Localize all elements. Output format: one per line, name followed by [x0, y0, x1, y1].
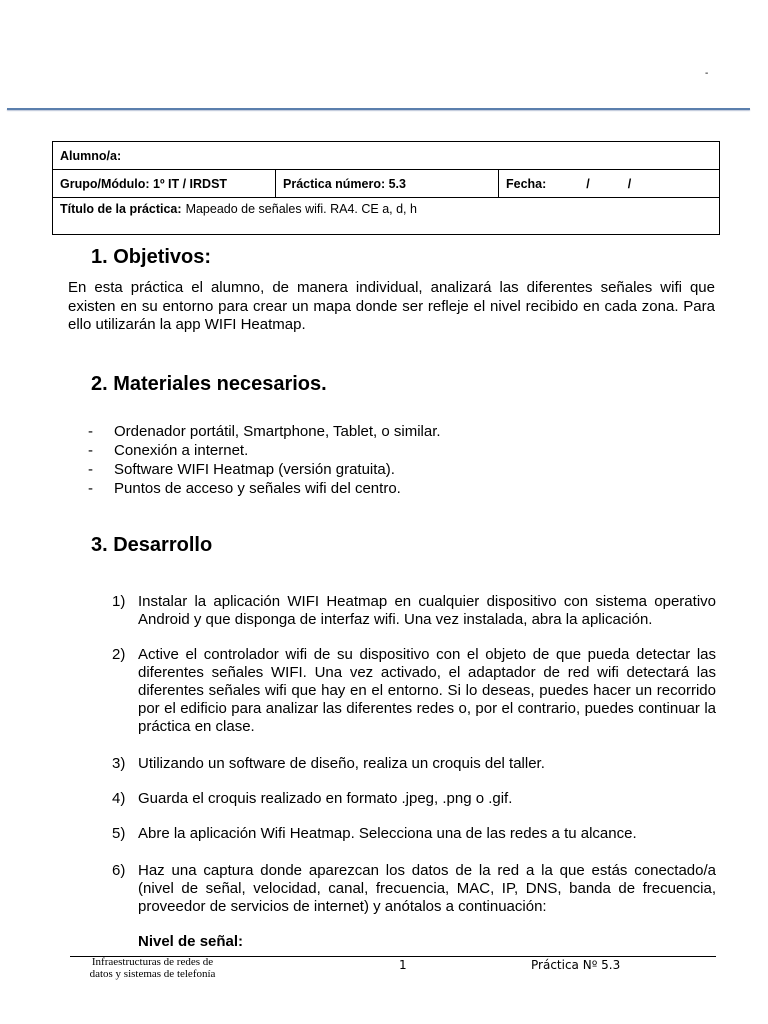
- step-number: 3): [112, 755, 126, 772]
- fecha-label: Fecha:: [506, 176, 547, 191]
- alumno-label: Alumno/a:: [60, 148, 122, 163]
- step-text: Instalar la aplicación WIFI Heatmap en cualquier dispositivo con sistema operativo Android y que disponga de interfaz wifi. Una vez instalada, abra la aplicación.: [138, 593, 716, 628]
- list-item-text: Software WIFI Heatmap (versión gratuita).: [114, 461, 395, 478]
- list-item: - Software WIFI Heatmap (versión gratuita).: [88, 461, 395, 478]
- alumno-cell: [53, 142, 720, 170]
- practica-cell: [276, 170, 499, 198]
- list-item: - Ordenador portátil, Smartphone, Tablet, o similar.: [88, 423, 441, 440]
- list-item-text: Puntos de acceso y señales wifi del centro.: [114, 480, 401, 497]
- grupo-cell: [53, 170, 276, 198]
- grupo-label: Grupo/Módulo: 1º IT / IRDST: [60, 176, 228, 191]
- footer-course: Infraestructuras de redes de datos y sistemas de telefonía: [89, 956, 216, 980]
- student-info-table: [52, 141, 720, 235]
- section-desarrollo-heading: 3. Desarrollo: [91, 534, 213, 556]
- footer-page-number: 1: [399, 958, 407, 972]
- step-text: Haz una captura donde aparezcan los datos de la red a la que estás conectado/a (nivel de señal, velocidad, canal, frecuencia, MAC, IP, DNS, banda de frecuencia, proveedor de servicios de internet) y anótalos a continuación:: [138, 862, 716, 915]
- step-number: 6): [112, 862, 126, 879]
- fecha-separator: /: [627, 176, 632, 191]
- step-number: 4): [112, 790, 126, 807]
- header-mark: -: [705, 68, 709, 79]
- step-item: [112, 755, 716, 773]
- footer-practice-number: Práctica Nº 5.3: [531, 958, 621, 972]
- materiales-list: [88, 422, 708, 498]
- list-item: - Puntos de acceso y señales wifi del centro.: [88, 480, 401, 497]
- nivel-senal-subheading: Nivel de señal:: [138, 933, 244, 950]
- step-item: [112, 646, 716, 736]
- fecha-cell: [499, 170, 720, 198]
- step-text: Utilizando un software de diseño, realiza un croquis del taller.: [138, 755, 545, 772]
- step-item: [112, 593, 716, 629]
- list-item-text: Conexión a internet.: [114, 442, 249, 459]
- step-item: [112, 862, 716, 916]
- step-text: Guarda el croquis realizado en formato .jpeg, .png o .gif.: [138, 790, 513, 807]
- objetivos-paragraph: En esta práctica el alumno, de manera individual, analizará las diferentes señales wifi que existen en su entorno para crear un mapa donde ser refleje el nivel recibido en cada zona. Para ello utilizarán la app WIFI Heatmap.: [68, 279, 715, 333]
- titulo-label: Título de la práctica:: [60, 202, 182, 216]
- titulo-cell: [53, 198, 720, 235]
- fecha-separator: /: [586, 176, 590, 191]
- header-divider: [7, 108, 750, 110]
- step-item: [112, 790, 716, 808]
- section-materiales-heading: 2. Materiales necesarios.: [91, 373, 327, 395]
- step-number: 1): [112, 593, 126, 610]
- step-text: Active el controlador wifi de su dispositivo con el objeto de que pueda detectar las diferentes señales WIFI. Una vez activado, el adaptador de red wifi detectará las diferentes señales wifi que hay en el entorno. Si lo deseas, puedes hacer un recorrido por el edificio para analizar las diferentes redes o, por el contrario, puedes continuar la práctica en clase.: [138, 646, 716, 735]
- list-item: - Conexión a internet.: [88, 442, 249, 459]
- list-item-text: Ordenador portátil, Smartphone, Tablet, o similar.: [114, 423, 441, 440]
- titulo-value: Mapeado de señales wifi. RA4. CE a, d, h: [185, 202, 417, 216]
- section-objetivos-heading: 1. Objetivos:: [91, 246, 212, 268]
- step-number: 5): [112, 825, 126, 842]
- step-number: 2): [112, 646, 126, 663]
- practica-label: Práctica número: 5.3: [283, 176, 406, 191]
- step-text: Abre la aplicación Wifi Heatmap. Selecciona una de las redes a tu alcance.: [138, 825, 637, 842]
- step-item: [112, 825, 716, 843]
